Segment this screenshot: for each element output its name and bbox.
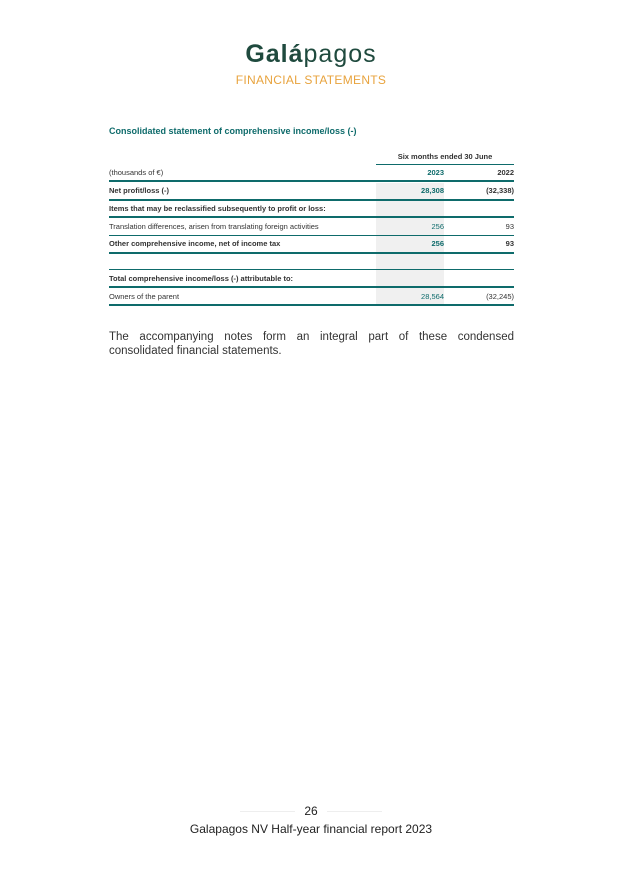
footer-report-title: Galapagos NV Half-year financial report 2023 xyxy=(189,822,433,836)
column-header-2023: 2023 xyxy=(427,168,444,177)
rule xyxy=(109,180,514,182)
value-2022: 93 xyxy=(505,239,514,248)
value-2023: 28,308 xyxy=(421,186,444,195)
rule xyxy=(109,286,514,288)
rule xyxy=(109,216,514,218)
rule xyxy=(109,304,514,306)
value-2023: 28,564 xyxy=(421,292,444,301)
table-row-total-comprehensive-heading xyxy=(109,271,514,287)
rule xyxy=(109,252,514,254)
value-2023: 256 xyxy=(431,222,444,231)
row-label: Owners of the parent xyxy=(109,292,180,301)
row-label: Translation differences, arisen from translating foreign activities xyxy=(109,222,319,231)
row-label: Items that may be reclassified subsequently to profit or loss: xyxy=(109,204,326,213)
value-2022: 93 xyxy=(505,222,514,231)
statement-title: Consolidated statement of comprehensive income/loss (-) xyxy=(109,126,357,136)
period-header: Six months ended 30 June xyxy=(397,152,493,161)
galapagos-logo: Galápagos xyxy=(245,40,377,68)
notes-paragraph: The accompanying notes form an integral part of these condensed consolidated financial statements. xyxy=(109,331,514,357)
row-label: Total comprehensive income/loss (-) attributable to: xyxy=(109,274,294,283)
value-2022: (32,245) xyxy=(486,292,514,301)
table-row-reclassified-heading xyxy=(109,201,514,217)
table-row-net-profit xyxy=(109,183,514,199)
table-row-other-comprehensive-income xyxy=(109,236,514,252)
row-label: Other comprehensive income, net of income tax xyxy=(109,239,281,248)
rule xyxy=(109,269,514,270)
value-2023: 256 xyxy=(431,239,444,248)
column-header-2022: 2022 xyxy=(497,168,514,177)
table-header-row xyxy=(109,165,514,181)
table-row-owners-of-parent xyxy=(109,289,514,305)
row-label: Net profit/loss (-) xyxy=(109,186,169,195)
page-number: 26 xyxy=(304,804,318,818)
value-2022: (32,338) xyxy=(486,186,514,195)
table-row-translation-differences xyxy=(109,219,514,235)
section-title: FINANCIAL STATEMENTS xyxy=(235,73,387,87)
unit-label: (thousands of €) xyxy=(109,168,164,177)
